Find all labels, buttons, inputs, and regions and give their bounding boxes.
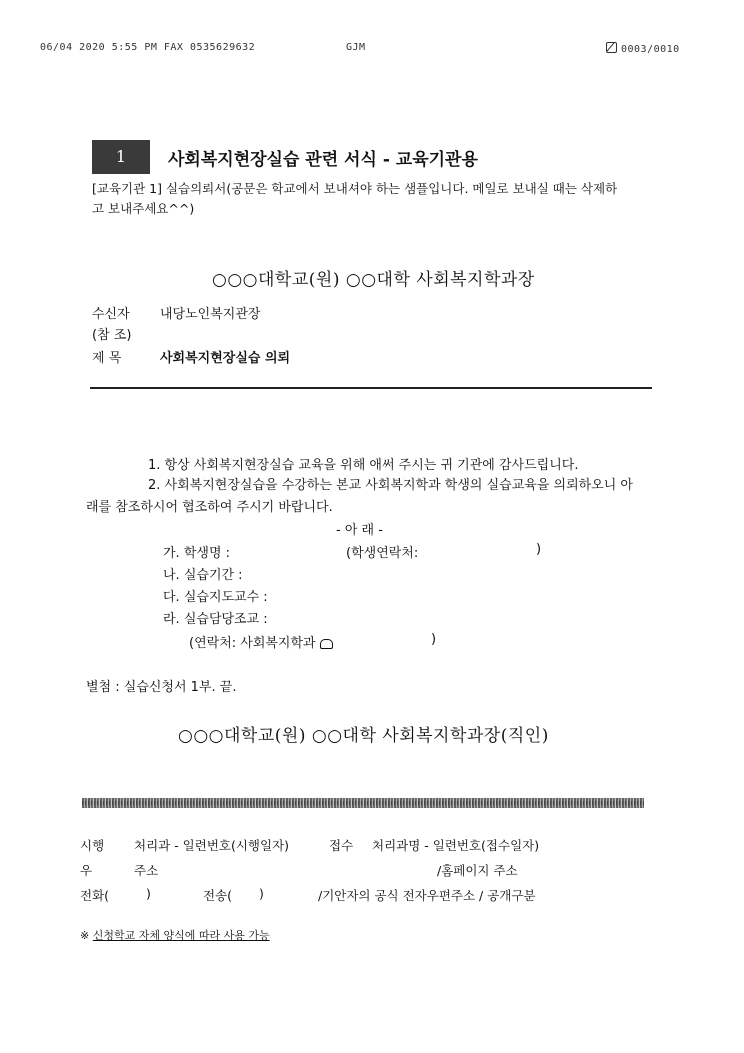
student-contact-close: ) bbox=[536, 542, 542, 557]
footer-receive-value: 처리과명 - 일련번호(접수일자) bbox=[372, 838, 540, 853]
fax-header-right: 0003/0010 bbox=[606, 42, 680, 55]
footnote bbox=[80, 927, 270, 943]
recipient-label: 수신자 bbox=[92, 307, 130, 322]
contact-close: ) bbox=[431, 632, 437, 647]
org-heading: ○○○대학교(원) ○○대학 사회복지학과장 bbox=[212, 270, 535, 290]
item-professor: 다. 실습지도교수 : bbox=[163, 590, 268, 605]
footer-enforce-value: 처리과 - 일련번호(시행일자) bbox=[134, 838, 290, 853]
divider-line bbox=[90, 387, 652, 389]
student-contact-label: (학생연락처: bbox=[346, 546, 419, 561]
phone-icon bbox=[320, 639, 333, 649]
footer-phone-label: 전화( bbox=[80, 888, 110, 903]
section-number-badge: 1 bbox=[92, 140, 150, 174]
paragraph-2-line1: 2. 사회복지현장실습을 수강하는 본교 사회복지학과 학생의 실습교육을 의뢰하오니 아 bbox=[148, 478, 633, 493]
org-signature: ○○○대학교(원) ○○대학 사회복지학과장(직인) bbox=[178, 726, 549, 746]
fax-header-left: 06/04 2020 5:55 PM FAX 0535629632 bbox=[40, 42, 256, 53]
footnote-text: 신청학교 자체 양식에 따라 사용 가능 bbox=[92, 929, 270, 942]
recipient-value: 내당노인복지관장 bbox=[160, 307, 261, 322]
footnote-prefix: ※ bbox=[80, 929, 90, 942]
footer-phone-close: ) bbox=[146, 886, 151, 901]
item-assistant: 라. 실습담당조교 : bbox=[163, 612, 268, 627]
footer-enforce-label: 시행 bbox=[80, 838, 105, 853]
footer-email: /기안자의 공식 전자우편주소 / 공개구분 bbox=[318, 888, 536, 903]
contact-line: (연락처: 사회복지학과 bbox=[189, 632, 333, 651]
attachment-line: 별첨 : 실습신청서 1부. 끝. bbox=[86, 680, 237, 695]
fax-header-center: GJM bbox=[346, 42, 366, 53]
dotted-separator bbox=[82, 798, 644, 808]
subject-value: 사회복지현장실습 의뢰 bbox=[160, 351, 291, 366]
paragraph-2-line2: 래를 참조하시어 협조하여 주시기 바랍니다. bbox=[86, 500, 333, 515]
paragraph-1: 1. 항상 사회복지현장실습 교육을 위해 애써 주시는 귀 기관에 감사드립니다. bbox=[148, 458, 579, 473]
subject-label: 제 목 bbox=[92, 351, 122, 366]
reference-label: (참 조) bbox=[92, 328, 132, 343]
instruction-note-line2: 고 보내주세요^^) bbox=[92, 201, 195, 216]
fax-page-icon bbox=[606, 42, 617, 53]
item-period: 나. 실습기간 : bbox=[163, 568, 243, 583]
below-heading: - 아 래 - bbox=[336, 523, 383, 538]
footer-fax-label: 전송( bbox=[203, 888, 233, 903]
footer-post-label: 우 bbox=[80, 863, 93, 878]
page-title: 사회복지현장실습 관련 서식 - 교육기관용 bbox=[168, 150, 478, 170]
footer-homepage: /홈페이지 주소 bbox=[437, 863, 518, 878]
footer-receive-label: 접수 bbox=[329, 838, 354, 853]
footer-fax-close: ) bbox=[259, 886, 264, 901]
item-student-name: 가. 학생명 : bbox=[163, 546, 231, 561]
footer-address-label: 주소 bbox=[134, 863, 159, 878]
instruction-note-line1: [교육기관 1] 실습의뢰서(공문은 학교에서 보내셔야 하는 샘플입니다. 메일로 보내실 때는 삭제하 bbox=[92, 181, 618, 196]
